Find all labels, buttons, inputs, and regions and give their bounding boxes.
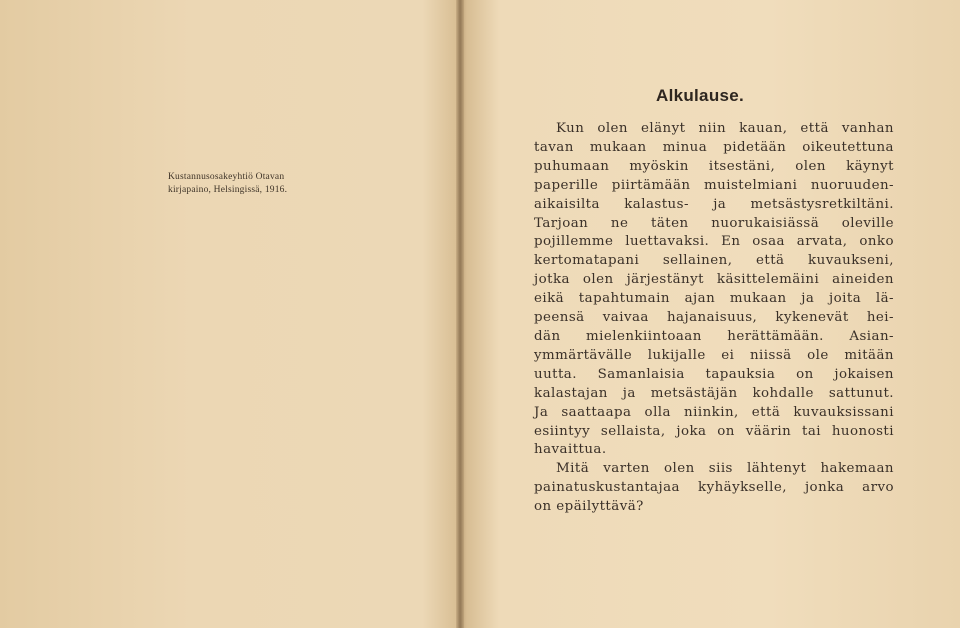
text-line: paperille piirtämään muistelmiani nuoruuden- (534, 177, 894, 193)
preface-text (534, 120, 894, 517)
text-line: pojillemme luettavaksi. En osaa arvata, onko (534, 234, 894, 250)
text-line: jotka olen järjestänyt käsittelemäini aineiden (534, 272, 894, 288)
imprint-line: Kustannusosakeyhtiö Otavan (168, 172, 285, 182)
text-line: on epäilyttävä? (534, 499, 644, 515)
text-line: esiintyy sellaista, joka on väärin tai huonosti (534, 423, 894, 439)
text-line: painatuskustantajaa kyhäykselle, jonka arvo (534, 480, 894, 496)
chapter-heading: Alkulause. (656, 86, 745, 105)
text-line: peensä vaivaa hajanaisuus, kykenevät hei- (534, 310, 894, 326)
text-line: ymmärtävälle lukijalle ei niissä ole mitään (534, 347, 894, 363)
text-line: tavan mukaan minua pidetään oikeutettuna (534, 139, 894, 155)
text-line: Kun olen elänyt niin kauan, että vanhan (556, 121, 894, 136)
text-line: kertomatapani sellainen, että kuvaukseni, (534, 253, 894, 269)
text-line: havaittua. (534, 442, 607, 458)
printer-imprint (168, 171, 338, 197)
text-line: Mitä varten olen siis lähtenyt hakemaan (556, 461, 894, 477)
text-line: dän mielenkiintoaan herättämään. Asian- (534, 328, 894, 344)
text-line: puhumaan myöskin itsestäni, olen käynyt (534, 158, 894, 174)
text-line: eikä tapahtumain ajan mukaan ja joita lä- (534, 291, 894, 307)
text-line: Tarjoan ne täten nuorukaisiässä oleville (534, 215, 894, 231)
text-line: uutta. Samanlaisia tapauksia on jokaisen (534, 366, 894, 382)
left-page (0, 0, 460, 628)
text-line: Ja saattaapa olla niinkin, että kuvauksissani (534, 404, 894, 420)
text-line: aikaisilta kalastus- ja metsästysretkiltäni. (534, 196, 894, 212)
text-line: kalastajan ja metsästäjän kohdalle sattunut. (534, 385, 894, 401)
imprint-line: kirjapaino, Helsingissä, 1916. (168, 185, 288, 195)
